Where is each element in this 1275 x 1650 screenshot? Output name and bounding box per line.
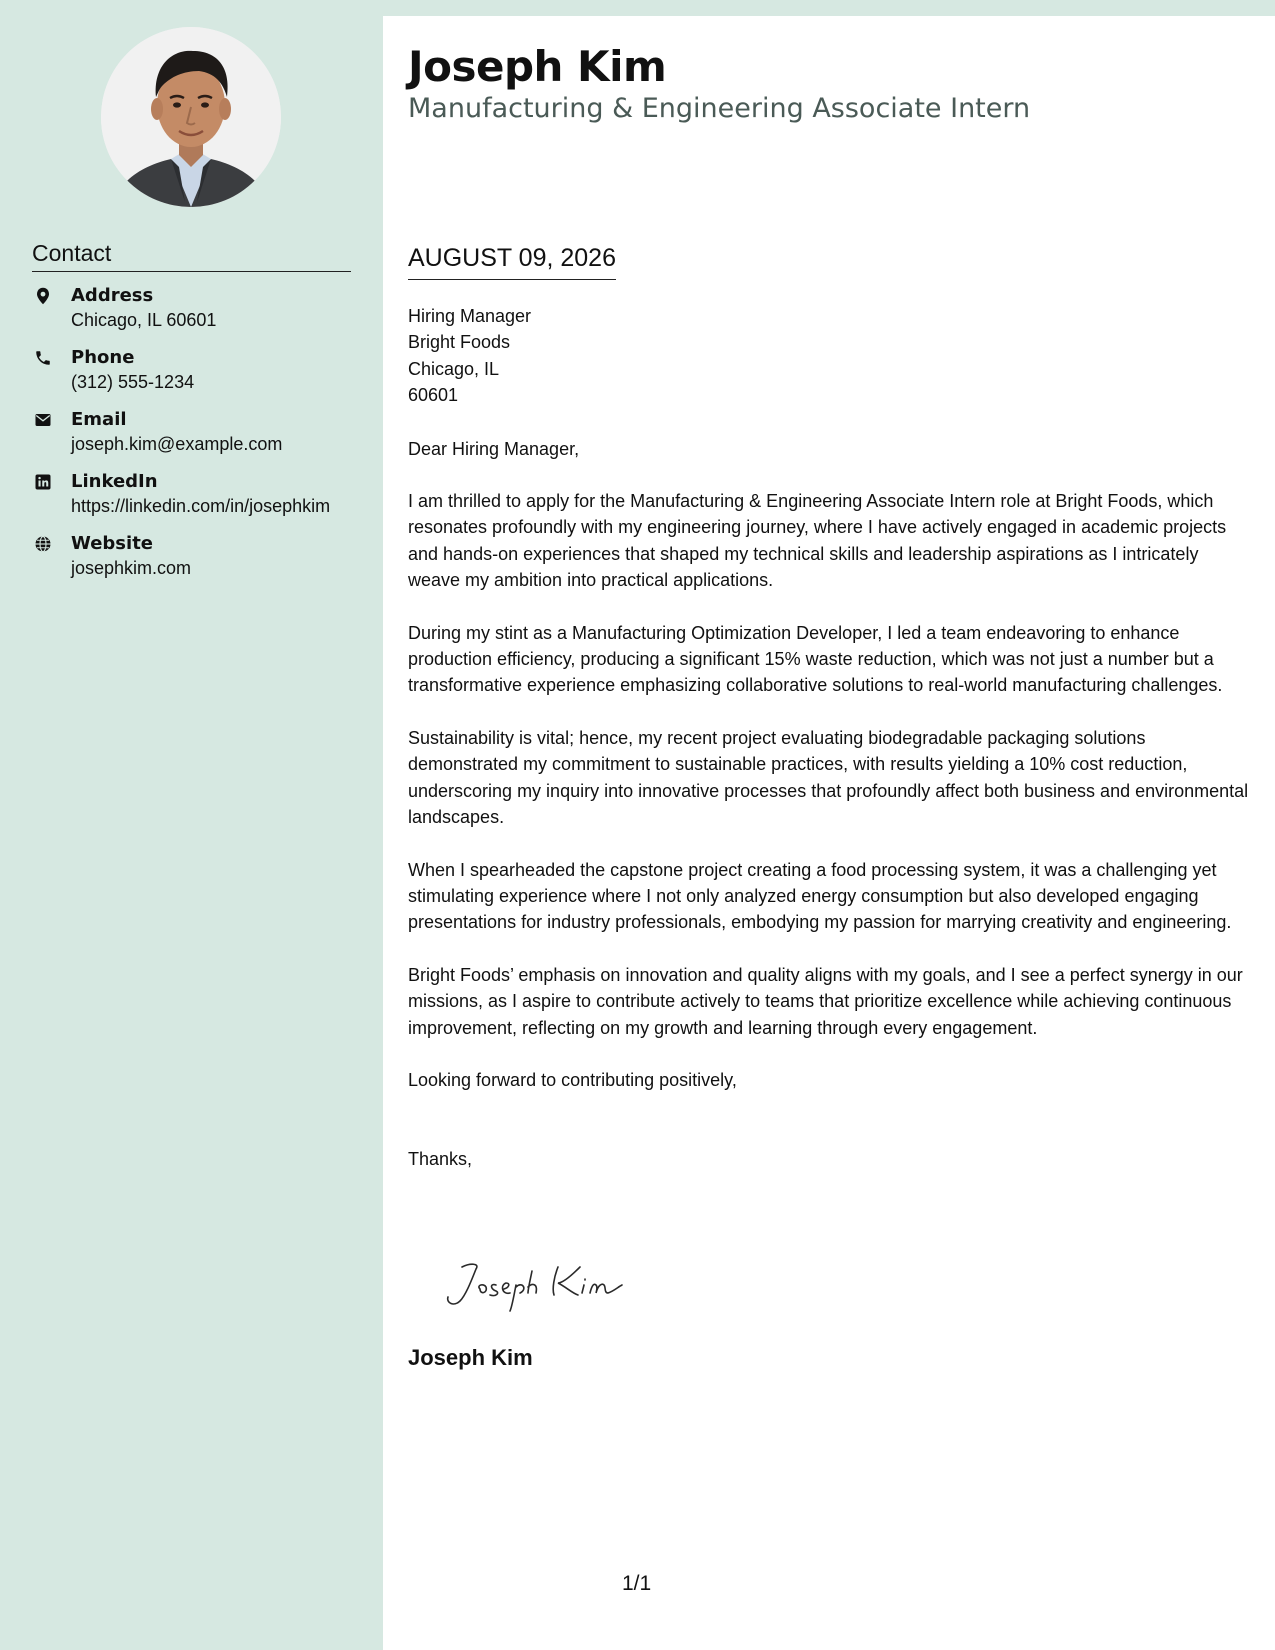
- contact-value: Chicago, IL 60601: [71, 310, 217, 330]
- signoff: Thanks,: [408, 1149, 473, 1170]
- letter-date: AUGUST 09, 2026: [408, 244, 616, 280]
- avatar: [101, 27, 281, 207]
- closing-line: Looking forward to contributing positively,: [408, 1069, 737, 1090]
- contact-label: Phone: [71, 347, 135, 368]
- recipient-block: [408, 303, 1253, 409]
- recipient-line: Bright Foods: [408, 332, 511, 353]
- contact-item-email: [32, 408, 352, 456]
- signer-name: Joseph Kim: [408, 1345, 533, 1370]
- applicant-name: Joseph Kim: [408, 42, 667, 91]
- letter-paragraph: Bright Foods’ emphasis on innovation and quality aligns with my goals, and I see a perfect synergy in our missions, as I aspire to contribute actively to teams that prioritize excellence while achieving continuous improvement, reflecting on my growth and learning through every engagement.: [408, 964, 1243, 1038]
- contact-heading: Contact: [32, 240, 351, 272]
- letter-paragraph: When I spearheaded the capstone project creating a food processing system, it was a challenging yet stimulating experience where I not only analyzed energy consumption but also developed engaging presentations for industry professionals, embodying my passion for marrying creativity and engineering.: [408, 859, 1232, 933]
- globe-icon: [34, 535, 52, 553]
- contact-item-address: [32, 284, 352, 332]
- letter-paragraph: I am thrilled to apply for the Manufacturing & Engineering Associate Intern role at Bright Foods, which resonates profoundly with my engineering journey, where I have actively engaged in academic projects and hands-on experiences that shaped my technical skills and leadership aspirations as I intricately weave my ambition into practical applications.: [408, 491, 1227, 591]
- contact-item-website: [32, 532, 352, 580]
- handwritten-signature: [440, 1255, 640, 1315]
- contact-list: [32, 284, 352, 594]
- contact-label: LinkedIn: [71, 471, 158, 492]
- contact-item-phone: [32, 346, 352, 394]
- envelope-icon: [34, 411, 52, 429]
- map-pin-icon: [34, 287, 52, 305]
- letter-paragraph: During my stint as a Manufacturing Optimization Developer, I led a team endeavoring to enhance production efficiency, producing a significant 15% waste reduction, which was not just a number but a transformative experience emphasizing collaborative solutions to real-world manufacturing challenges.: [408, 622, 1223, 696]
- contact-label: Website: [71, 533, 154, 554]
- contact-item-linkedin: [32, 470, 352, 518]
- contact-value: joseph.kim@example.com: [71, 434, 283, 454]
- letter-body: [408, 303, 1253, 1173]
- avatar-portrait-icon: [101, 27, 281, 207]
- page-top-band: [0, 0, 1275, 16]
- contact-label: Address: [71, 285, 154, 306]
- recipient-line: Chicago, IL: [408, 358, 500, 379]
- letter-paragraph: Sustainability is vital; hence, my recent project evaluating biodegradable packaging solutions demonstrated my commitment to sustainable practices, with results yielding a 10% cost reduction, underscoring my inquiry into innovative processes that profoundly affect both business and environmental landscapes.: [408, 727, 1249, 828]
- contact-label: Email: [71, 409, 127, 430]
- contact-value[interactable]: josephkim.com: [71, 558, 192, 578]
- linkedin-icon: [34, 473, 52, 491]
- contact-value[interactable]: https://linkedin.com/in/josephkim: [71, 496, 331, 516]
- job-title: Manufacturing & Engineering Associate Intern: [408, 93, 1031, 124]
- recipient-line: Hiring Manager: [408, 306, 532, 326]
- salutation: Dear Hiring Manager,: [408, 438, 580, 459]
- recipient-line: 60601: [408, 385, 459, 406]
- page-number: 1/1: [622, 1572, 652, 1595]
- contact-value: (312) 555-1234: [71, 372, 195, 392]
- phone-icon: [34, 349, 52, 367]
